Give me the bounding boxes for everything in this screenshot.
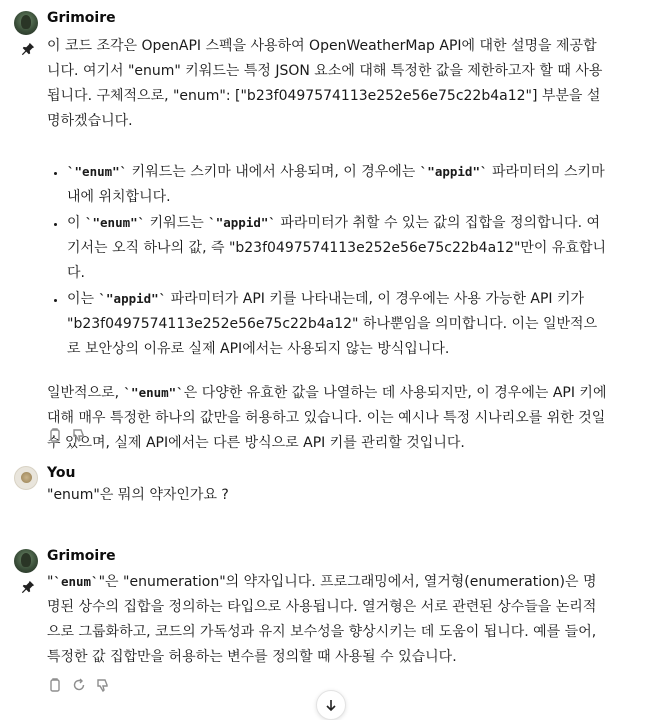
pin-icon [21, 42, 35, 56]
message-content [47, 483, 607, 508]
copy-icon[interactable] [47, 427, 63, 443]
pin-icon [21, 580, 35, 594]
list-item: • 이는 `"appid"` 파라미터가 API 키를 나타내는데, 이 경우에는 사용 가능한 API 키가 "b23f0497574113e252e56e75c22b4a12" 하나뿐임을 의미합니다. 이는 일반적으로 보안상의 이유로 실제 API에서는 사용되지 않는 방식입니다. [67, 286, 607, 362]
regenerate-icon[interactable] [71, 677, 87, 693]
answer-paragraph: "`enum`"은 "enumeration"의 약자입니다. 프로그래밍에서, 열거형(enumeration)은 명명된 상수의 집합을 정의하는 타입으로 사용됩니다. 열거형은 서로 관련된 상수들을 논리적으로 그룹화하고, 코드의 가독성과 유지 보수성을 향상시키는 데 도움이 됩니다. 예를 들어, 특정한 값 집합만을 허용하는 변수를 정의할 때 사용될 수 있습니다. [47, 574, 597, 665]
message-content [47, 569, 607, 670]
list-item: • 이 `"enum"` 키워드는 `"appid"` 파라미터가 취할 수 있는 값의 집합을 정의합니다. 여기서는 오직 하나의 값, 즉 "b23f0497574113e252e56e75c22b4a12"만이 유효합니다. [67, 210, 607, 286]
grimoire-avatar [14, 549, 38, 573]
user-question: "enum"은 뭐의 약자인가요 ? [47, 487, 229, 503]
grimoire-avatar [14, 11, 38, 35]
copy-icon[interactable] [47, 677, 63, 693]
thumbs-down-icon[interactable] [71, 427, 87, 443]
intro-paragraph: 이 코드 조각은 OpenAPI 스펙을 사용하여 OpenWeatherMap API에 대한 설명을 제공합니다. 여기서 "enum" 키워드는 특정 JSON 요소에 대해 특정한 값을 제한하고자 할 때 사용됩니다. 구체적으로, "enum": ["b23f0497574113e252e56e75c22b4a12"] 부분을 설명하겠습니다. [47, 38, 603, 129]
author-name: You [47, 465, 76, 481]
user-avatar [14, 466, 38, 490]
scroll-down-button[interactable] [316, 690, 346, 720]
author-name: Grimoire [47, 548, 116, 564]
list-item: • `"enum"` 키워드는 스키마 내에서 사용되며, 이 경우에는 `"appid"` 파라미터의 스키마 내에 위치합니다. [67, 159, 607, 210]
author-name: Grimoire [47, 10, 116, 26]
message-actions [47, 427, 87, 443]
message-content [47, 34, 607, 456]
bullet-list [47, 159, 607, 362]
closing-paragraph: 일반적으로, `"enum"`은 다양한 유효한 값을 나열하는 데 사용되지만, 이 경우에는 API 키에 대해 매우 특정한 하나의 값만을 허용하고 있습니다. 이는 예시나 특정 시나리오를 위한 것일 수 있으며, 실제 API에서는 다른 방식으로 API 키를 관리할 것입니다. [47, 385, 607, 451]
message-actions [47, 677, 111, 693]
thumbs-down-icon[interactable] [95, 677, 111, 693]
arrow-down-icon [324, 698, 338, 712]
